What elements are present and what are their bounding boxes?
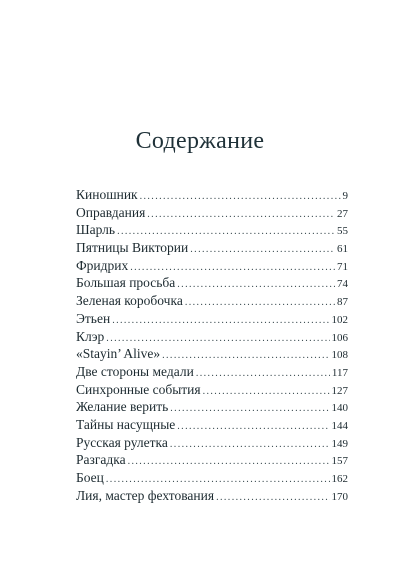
toc-entry: [76, 239, 348, 257]
toc-entry-page: 9: [342, 190, 348, 202]
toc-leader-dots: [147, 206, 335, 224]
toc-entry-title: Разгадка: [76, 452, 126, 468]
toc-entry-title: Боец: [76, 470, 104, 485]
toc-leader-dots: [128, 453, 330, 471]
toc-leader-dots: [190, 241, 335, 259]
toc-leader-dots: [177, 276, 335, 294]
table-of-contents: [76, 186, 348, 504]
toc-entry-page: 157: [331, 455, 348, 468]
toc-leader-dots: [170, 400, 329, 418]
toc-entry-title: Тайны насущные: [76, 416, 176, 432]
toc-entry: [76, 310, 348, 328]
page-title: Содержание: [135, 128, 265, 155]
toc-leader-dots: [140, 188, 341, 206]
toc-entry-page: 170: [331, 490, 348, 503]
toc-entry: [76, 434, 348, 452]
toc-leader-dots: [216, 489, 329, 507]
toc-entry-page: 117: [331, 366, 348, 379]
toc-entry-title: Синхронные события: [76, 381, 201, 397]
toc-entry: [76, 204, 348, 222]
toc-entry-title: Большая просьба: [76, 275, 176, 291]
toc-entry-title: Желание верить: [76, 399, 169, 415]
toc-entry: [76, 363, 348, 381]
toc-entry-title: Киношник: [76, 187, 138, 202]
toc-entry-title: Шарль: [76, 222, 116, 238]
toc-leader-dots: [185, 294, 335, 312]
toc-entry-page: 87: [337, 296, 348, 309]
toc-entry: [76, 398, 348, 416]
toc-entry: [76, 221, 348, 239]
toc-entry: [76, 292, 348, 310]
toc-entry-page: 144: [331, 419, 348, 432]
toc-entry: [76, 274, 348, 292]
toc-entry-page: 27: [337, 207, 348, 220]
toc-entry-page: 55: [337, 225, 348, 238]
toc-entry-page: 140: [331, 402, 348, 415]
toc-entry-title: Русская рулетка: [76, 434, 168, 450]
toc-entry-title: «Stayin’ Alive»: [76, 346, 161, 362]
toc-entry-page: 149: [331, 437, 348, 450]
toc-entry: [76, 487, 348, 505]
toc-entry: [76, 257, 348, 275]
toc-entry: [76, 328, 348, 346]
toc-entry: [76, 469, 348, 487]
toc-entry-title: Фридрих: [76, 257, 129, 273]
toc-entry-title: Этьен: [76, 310, 111, 326]
toc-entry-title: Зеленая коробочка: [76, 293, 183, 309]
toc-entry-title: Лия, мастер фехтования: [76, 487, 215, 503]
toc-entry: [76, 186, 348, 204]
toc-leader-dots: [112, 312, 329, 330]
toc-entry-title: Оправдания: [76, 204, 146, 220]
toc-leader-dots: [203, 383, 330, 401]
toc-entry-title: Клэр: [76, 328, 105, 344]
toc-entry-page: 127: [331, 384, 348, 397]
toc-entry: [76, 451, 348, 469]
toc-leader-dots: [177, 418, 329, 436]
toc-entry: [76, 345, 348, 363]
toc-leader-dots: [196, 365, 330, 383]
toc-entry-title: Пятницы Виктории: [76, 240, 189, 256]
toc-leader-dots: [170, 436, 330, 454]
toc-entry-page: 108: [331, 349, 348, 362]
toc-entry-title: Две стороны медали: [76, 363, 194, 379]
toc-entry-page: 61: [337, 243, 348, 256]
toc-entry: [76, 381, 348, 399]
toc-entry: [76, 416, 348, 434]
toc-entry-page: 162: [331, 473, 348, 485]
toc-entry-page: 71: [337, 260, 348, 273]
toc-entry-page: 74: [337, 278, 348, 291]
toc-entry-page: 102: [331, 313, 348, 326]
toc-entry-page: 106: [331, 331, 348, 344]
